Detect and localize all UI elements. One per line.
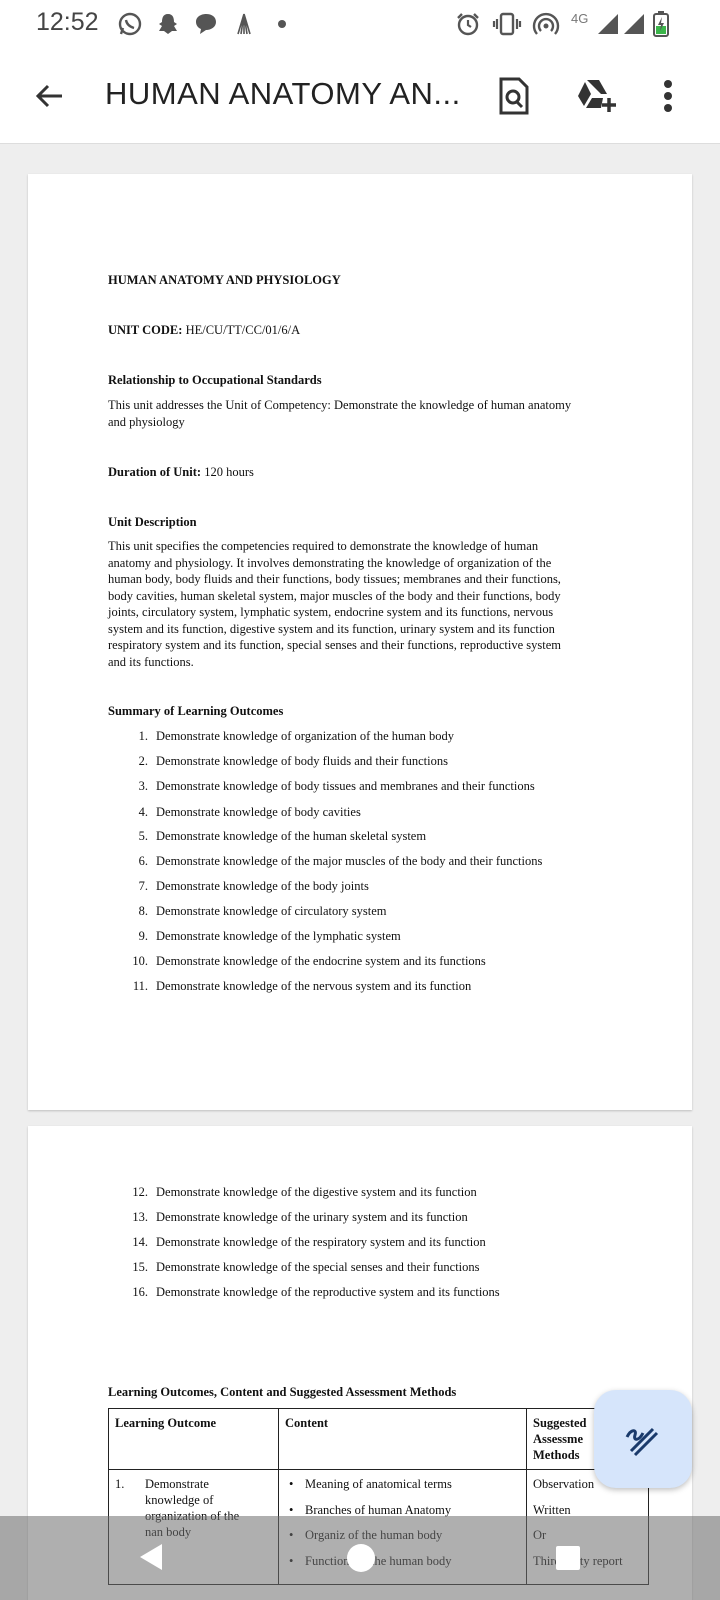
table-heading: Learning Outcomes, Content and Suggested Assessment Methods (108, 1385, 457, 1399)
description-line: human body, body fluids and their functions, body tissues; membranes and their functions, (108, 572, 561, 586)
summary-heading: Summary of Learning Outcomes (108, 704, 284, 718)
column-header-content: Content (279, 1409, 527, 1470)
relationship-text-line: This unit addresses the Unit of Competency: Demonstrate the knowledge of human anatomy (108, 398, 572, 412)
list-item: 13. Demonstrate knowledge of the urinary system and its function (132, 1210, 468, 1224)
nav-home-button[interactable] (347, 1544, 375, 1572)
find-in-document-button[interactable] (490, 72, 538, 120)
list-item: 15. Demonstrate knowledge of the special senses and their functions (132, 1260, 480, 1274)
alarm-icon (454, 10, 482, 38)
list-item: 6. Demonstrate knowledge of the major muscles of the body and their functions (138, 854, 543, 868)
description-line: anatomy and physiology. It involves demonstrating the knowledge of organization of the (108, 555, 552, 570)
nav-back-icon[interactable] (138, 1542, 164, 1572)
list-item: 8. Demonstrate knowledge of circulatory system (138, 904, 387, 918)
description-line: joints, circulatory system, lymphatic system, endocrine system and its functions, nervous (108, 605, 554, 619)
signal-icon-1 (596, 10, 620, 38)
description-heading: Unit Description (108, 515, 197, 529)
arrow-back-icon (34, 80, 66, 112)
list-item: 4. Demonstrate knowledge of body cavities (138, 805, 361, 819)
drive-add-icon (575, 78, 617, 114)
table-header-row (109, 1409, 649, 1470)
list-item: 1. Demonstrate knowledge of organization of the human body (138, 729, 454, 743)
status-time: 12:52 (36, 8, 99, 36)
list-item: 14. Demonstrate knowledge of the respiratory system and its function (132, 1235, 486, 1249)
description-line: respiratory system and its function, special senses and their functions, reproductive system (108, 638, 562, 652)
document-heading: HUMAN ANATOMY AND PHYSIOLOGY (108, 273, 341, 287)
network-type-label: 4G (571, 11, 589, 26)
description-line: This unit specifies the competencies required to demonstrate the knowledge of human (108, 539, 539, 553)
list-item: 11. Demonstrate knowledge of the nervous system and its function (132, 979, 472, 993)
snapchat-icon (154, 10, 182, 38)
document-page-1 (28, 174, 692, 1110)
more-notifications-dot-icon (276, 10, 288, 38)
nav-recents-button[interactable] (556, 1546, 580, 1570)
whatsapp-icon (116, 10, 144, 38)
system-navigation-bar (0, 1516, 720, 1600)
vibrate-icon (492, 10, 522, 38)
column-header-assessment-methods: Suggested Assessme Methods (527, 1409, 649, 1470)
column-header-learning-outcome: Learning Outcome (109, 1409, 279, 1470)
unit-code: UNIT CODE: HE/CU/TT/CC/01/6/A (108, 323, 301, 337)
list-item: 2. Demonstrate knowledge of body fluids and their functions (138, 754, 448, 768)
more-options-button[interactable] (644, 72, 692, 120)
status-bar (0, 0, 720, 48)
app-toolbar (0, 48, 720, 144)
list-item: 5. Demonstrate knowledge of the human skeletal system (138, 829, 427, 843)
table-cell-methods: Observation Written (527, 1470, 649, 1585)
edit-pencil-icon (623, 1419, 663, 1459)
description-text (108, 538, 561, 670)
app-notification-icon (230, 10, 258, 38)
battery-charging-icon (652, 10, 670, 38)
list-item: 9. Demonstrate knowledge of the lymphatic system (138, 929, 401, 943)
list-item: 7. Demonstrate knowledge of the body joints (138, 879, 369, 893)
message-icon (192, 10, 220, 38)
description-line: body cavities, human skeletal system, major muscles of the body and their functions, body (108, 588, 561, 603)
document-title: HUMAN ANATOMY AN... (105, 76, 461, 111)
duration-of-unit: Duration of Unit: 120 hours (108, 465, 254, 479)
signal-icon-2 (622, 10, 646, 38)
relationship-text-line: and physiology (108, 415, 185, 429)
description-line: and its functions. (108, 654, 194, 669)
relationship-heading: Relationship to Occupational Standards (108, 373, 322, 387)
add-to-drive-button[interactable] (572, 72, 620, 120)
table-cell-content: • Meaning of anatomical terms • Branches of human Anatomy • • (279, 1470, 527, 1585)
list-item: 10. Demonstrate knowledge of the endocrine system and its functions (132, 954, 486, 968)
table-cell-outcome: 1. Demonstrate knowledge of (109, 1470, 279, 1585)
back-button[interactable] (28, 74, 72, 118)
list-item: 12. Demonstrate knowledge of the digestive system and its function (132, 1185, 477, 1199)
list-item: 3. Demonstrate knowledge of body tissues and membranes and their functions (138, 779, 535, 793)
list-item: 16. Demonstrate knowledge of the reproductive system and its functions (132, 1285, 500, 1299)
description-line: system and its function, digestive system and its function, urinary system and its function (108, 621, 555, 636)
more-vert-icon (662, 79, 674, 113)
edit-fab-button[interactable] (594, 1390, 692, 1488)
document-search-icon (497, 77, 531, 115)
hotspot-icon (532, 10, 560, 38)
